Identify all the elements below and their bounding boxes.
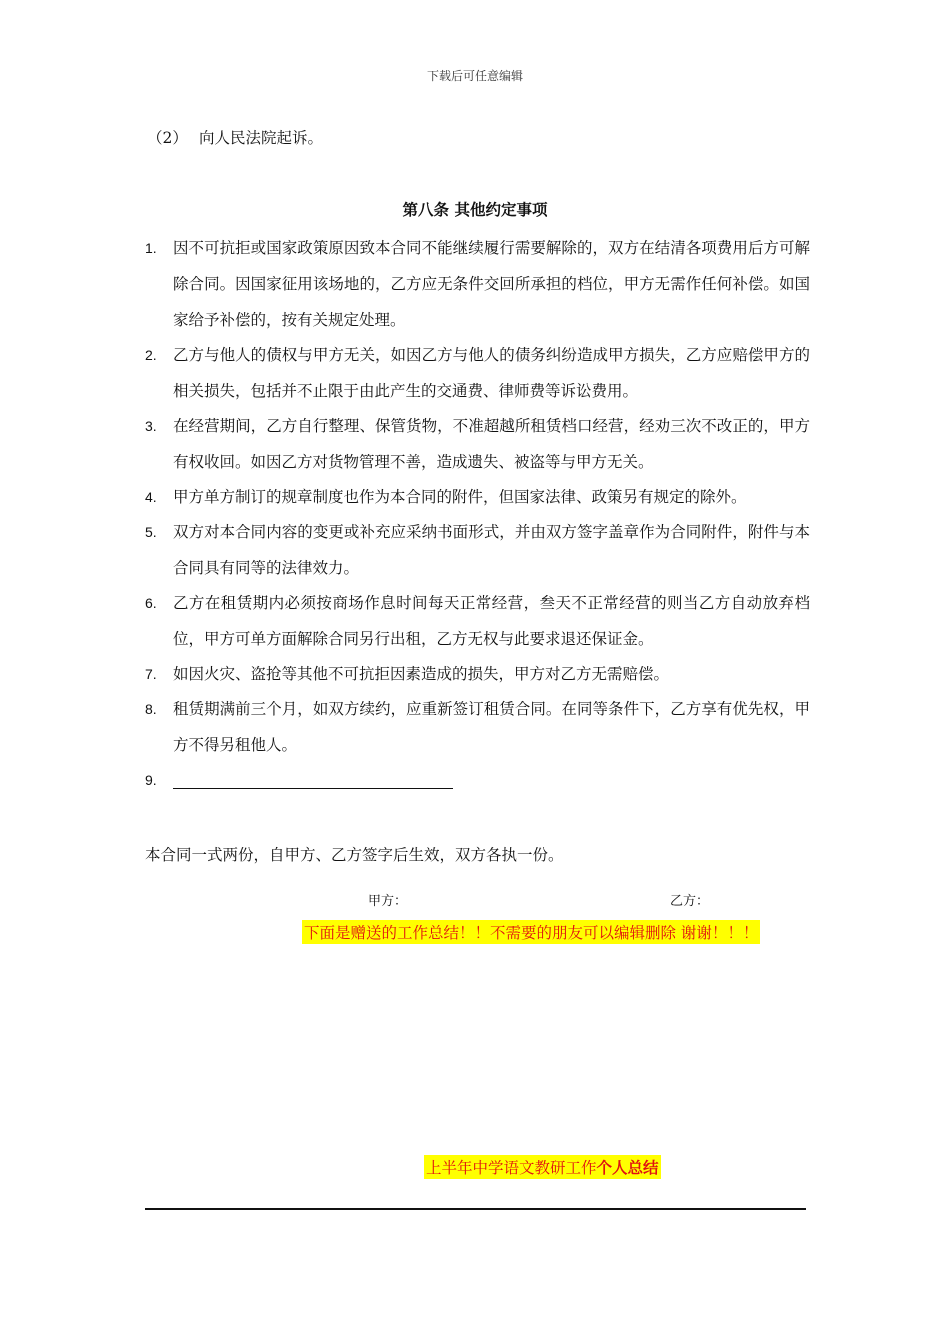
summary-title: 上半年中学语文教研工作个人总结 <box>424 1155 661 1179</box>
list-item: 7. 如因火灾、盗抢等其他不可抗拒因素造成的损失，甲方对乙方无需赔偿。 <box>145 665 670 683</box>
list-item: 3. 在经营期间，乙方自行整理、保管货物，不准超越所租赁档口经营，经劝三次不改正的，甲方有权收回。如因乙方对货物管理不善，造成遗失、被盗等与甲方无关。 <box>145 417 810 471</box>
closing-statement: 本合同一式两份，自甲方、乙方签字后生效，双方各执一份。 <box>145 846 564 864</box>
clause-list <box>145 230 810 797</box>
list-item: 2. 乙方与他人的债权与甲方无关，如因乙方与他人的债务纠纷造成甲方损失，乙方应赔偿甲方的相关损失，包括并不止限于由此产生的交通费、律师费等诉讼费用。 <box>145 346 810 400</box>
list-item: 6. 乙方在租赁期内必须按商场作息时间每天正常经营，叁天不正常经营的则当乙方自动放弃档位，甲方可单方面解除合同另行出租，乙方无权与此要求退还保证金。 <box>145 594 810 648</box>
sub-clause <box>147 126 323 148</box>
fill-in-blank-line <box>173 774 453 789</box>
list-item: 1. 因不可抗拒或国家政策原因致本合同不能继续履行需要解除的，双方在结清各项费用后方可解除合同。因国家征用该场地的，乙方应无条件交回所承担的档位，甲方无需作任何补偿。如国家给予补偿的，按有关规定处理。 <box>145 239 810 329</box>
party-b-signature-label: 乙方： <box>670 894 710 909</box>
highlight-notice: 下面是赠送的工作总结！！不需要的朋友可以编辑删除 谢谢！！！ <box>302 920 760 944</box>
list-item: 8. 租赁期满前三个月，如双方续约，应重新签订租赁合同。在同等条件下，乙方享有优先权，甲方不得另租他人。 <box>145 700 810 754</box>
party-a-signature-label: 甲方： <box>368 894 408 909</box>
page-header: 下载后可任意编辑 <box>426 69 523 83</box>
sub-clause-text: 向人民法院起诉。 <box>199 129 324 147</box>
list-item: 5. 双方对本合同内容的变更或补充应采纳书面形式，并由双方签字盖章作为合同附件，附件与本合同具有同等的法律效力。 <box>145 523 810 577</box>
horizontal-rule <box>145 1208 806 1210</box>
list-item: 9. <box>145 762 810 798</box>
sub-clause-number: （2） <box>147 129 188 147</box>
list-item: 4. 甲方单方制订的规章制度也作为本合同的附件，但国家法律、政策另有规定的除外。 <box>145 488 747 506</box>
section-heading: 第八条 其他约定事项 <box>402 200 548 219</box>
